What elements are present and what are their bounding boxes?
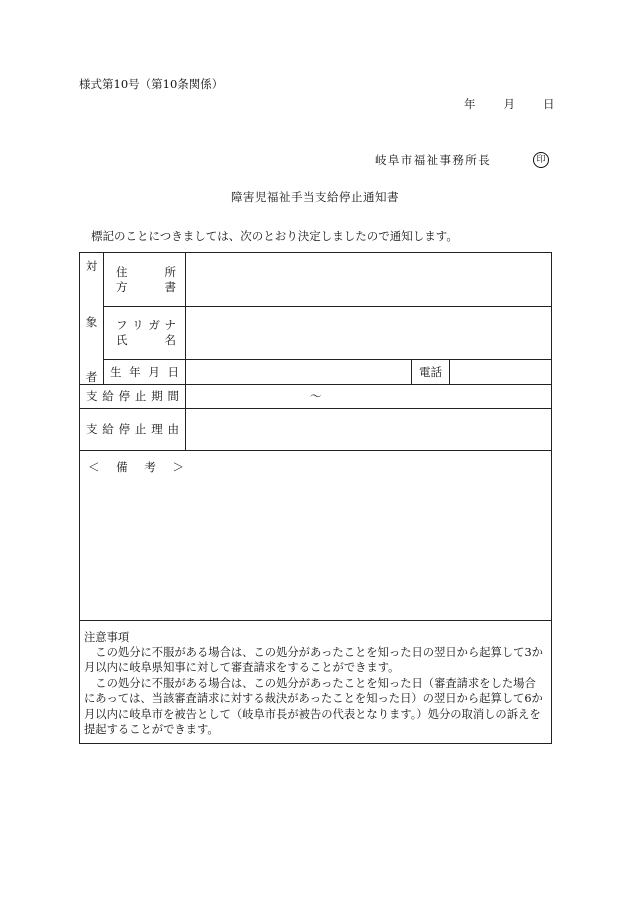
notes-paragraph-1: この処分に不服がある場合は、この処分があったことを知った日の翌日から起算して3か月以内に岐阜県知事に対して審査請求をすることができます。: [84, 645, 543, 675]
period-label-cell: [80, 384, 186, 408]
period-label-char: 止: [134, 389, 147, 403]
name-label-cell: [104, 307, 186, 360]
reason-label-char: 支: [86, 422, 98, 436]
reason-label-char: 由: [167, 422, 179, 436]
notice-form-table: [79, 252, 552, 744]
phone-field[interactable]: [450, 360, 552, 384]
remarks-bracket-close: ＞: [172, 459, 184, 474]
furigana-char: フ: [116, 318, 128, 333]
phone-label: 電話: [412, 360, 450, 384]
reason-label-char: 止: [134, 422, 147, 436]
seal-mark: 印: [533, 152, 549, 168]
reason-field[interactable]: [186, 408, 552, 450]
birthdate-label-cell: [104, 360, 186, 384]
name-label-char: 氏: [116, 333, 128, 348]
remarks-bracket-open: ＜: [88, 459, 100, 474]
furigana-char: リ: [132, 318, 144, 333]
subject-char-2: 象: [85, 314, 98, 329]
birthdate-field[interactable]: [186, 360, 412, 384]
form-number: 様式第10号（第10条関係）: [79, 77, 224, 91]
birthdate-label-char: 年: [129, 364, 141, 379]
period-label-char: 期: [151, 389, 163, 403]
notes-heading: 注意事項: [84, 630, 130, 644]
date-year-label: 年: [464, 97, 476, 111]
address-label-char: 所: [164, 264, 176, 279]
date-month-label: 月: [503, 97, 515, 111]
document-title: 障害児福祉手当支給停止通知書: [231, 190, 399, 204]
period-label-char: 停: [118, 389, 131, 403]
birthdate-label-char: 日: [167, 364, 179, 379]
address-label-cell: [104, 253, 186, 307]
subject-label-cell: [80, 253, 104, 385]
remarks-label-char: 備: [116, 459, 128, 474]
furigana-char: ガ: [148, 318, 160, 333]
remarks-field[interactable]: [80, 450, 552, 620]
period-label-char: 間: [167, 389, 179, 403]
reason-label-char: 給: [102, 422, 114, 436]
reason-label-char: 理: [151, 422, 163, 436]
notes-paragraph-2: この処分に不服がある場合は、この処分があったことを知った日（審査請求をした場合にあっては、当該審査請求に対する裁決があったことを知った日）の翌日から起算して6か月以内に岐阜市を被告として（岐阜市長が被告の代表となります。）処分の取消しの訴えを提起することができます。: [84, 676, 543, 736]
subject-char-3: 者: [85, 370, 98, 384]
issuer-name: 岐阜市福祉事務所長: [375, 153, 492, 167]
address-label-char: 住: [116, 264, 128, 279]
intro-text: 標記のことにつきましては、次のとおり決定しましたので通知します。: [91, 229, 458, 243]
notes-cell: [80, 620, 552, 744]
subject-char-1: 対: [85, 259, 98, 273]
address-field[interactable]: [186, 253, 552, 307]
period-label-char: 支: [86, 389, 98, 403]
remarks-label-char: 考: [144, 459, 156, 474]
period-label-char: 給: [102, 389, 114, 403]
reason-label-char: 停: [118, 422, 131, 436]
date-day-label: 日: [543, 97, 555, 111]
address-label-char: 書: [164, 279, 176, 294]
date-line: [464, 99, 555, 111]
name-field[interactable]: [186, 307, 552, 360]
furigana-char: ナ: [164, 318, 176, 333]
birthdate-label-char: 生: [110, 364, 122, 379]
period-field[interactable]: [186, 384, 552, 408]
address-label-char: 方: [116, 279, 128, 294]
name-label-char: 名: [164, 333, 176, 348]
reason-label-cell: [80, 408, 186, 450]
birthdate-label-char: 月: [148, 364, 160, 379]
remarks-heading: [88, 459, 184, 475]
period-separator: ～: [310, 389, 322, 403]
